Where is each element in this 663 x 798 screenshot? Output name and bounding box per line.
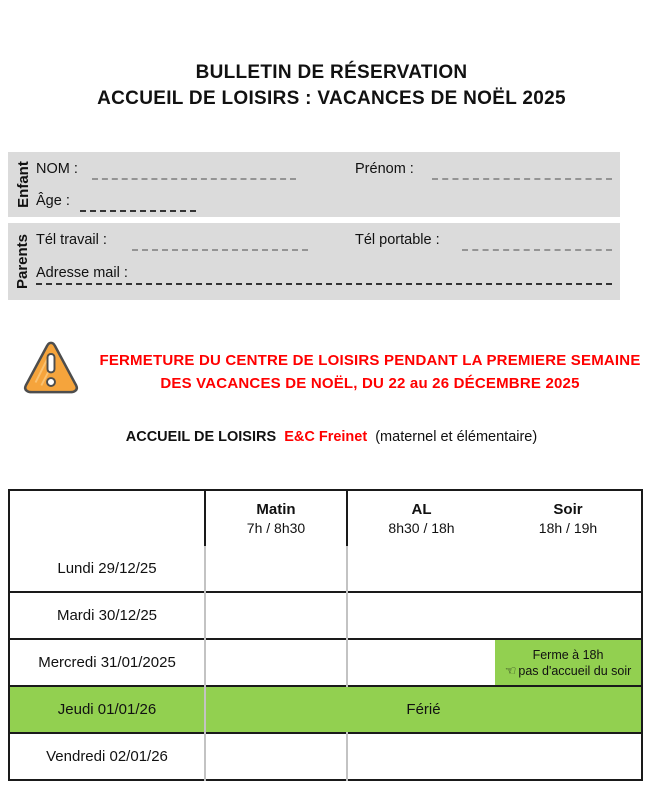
soir-label: Soir (553, 501, 583, 518)
al-checkbox-cell (347, 546, 495, 592)
tel-travail-fill-line (132, 249, 308, 251)
nom-fill-line (92, 178, 296, 180)
al-label: AL (411, 501, 432, 518)
matin-checkbox-cell (205, 639, 347, 686)
parents-info-box (8, 223, 620, 300)
ferie-merged-cell: Férié (205, 686, 642, 733)
table-row-vendredi (9, 733, 642, 780)
age-fill-line (80, 210, 196, 212)
parents-group-label-wrap (10, 223, 36, 300)
page-title (0, 60, 663, 112)
center-subtitle (0, 429, 663, 445)
day-cell: Lundi 29/12/25 (9, 546, 205, 592)
closure-warning-line-1: FERMETURE DU CENTRE DE LOISIRS PENDANT LA PREMIERE SEMAINE (99, 352, 641, 369)
header-matin-cell (205, 490, 347, 546)
soir-closed-note-cell (495, 639, 642, 686)
child-info-box (8, 152, 620, 217)
tel-travail-label: Tél travail : (36, 232, 107, 248)
warning-triangle-icon (22, 337, 80, 399)
day-cell: Mercredi 31/01/2025 (9, 639, 205, 686)
matin-checkbox-cell (205, 592, 347, 639)
pointing-hand-icon: ☜ (504, 662, 517, 678)
note-line-2-text: pas d'accueil du soir (518, 663, 632, 678)
child-group-label: Enfant (14, 161, 32, 208)
closure-warning-text (86, 349, 654, 395)
reservation-table (8, 489, 643, 781)
closure-warning-line-2: DES VACANCES DE NOËL, DU 22 au 26 DÉCEMBRE 2025 (160, 375, 580, 392)
tel-portable-label: Tél portable : (355, 232, 440, 248)
parents-group-label: Parents (14, 233, 32, 290)
header-al-cell (347, 490, 495, 546)
table-header-row (9, 490, 642, 546)
soir-checkbox-cell (495, 546, 642, 592)
matin-checkbox-cell (205, 546, 347, 592)
age-label: Âge : (36, 193, 70, 209)
tel-portable-fill-line (462, 249, 612, 251)
day-cell: Mardi 30/12/25 (9, 592, 205, 639)
day-cell: Jeudi 01/01/26 (9, 686, 205, 733)
child-group-label-wrap (10, 152, 36, 217)
table-row-mercredi (9, 639, 642, 686)
table-row-mardi (9, 592, 642, 639)
soir-checkbox-cell (495, 592, 642, 639)
nom-label: NOM : (36, 161, 78, 177)
soir-hours: 18h / 19h (538, 520, 598, 536)
table-row-lundi (9, 546, 642, 592)
al-checkbox-cell (347, 733, 495, 780)
adresse-mail-fill-line (36, 283, 612, 285)
header-soir-cell (495, 490, 642, 546)
al-checkbox-cell (347, 592, 495, 639)
soir-checkbox-cell (495, 733, 642, 780)
day-cell: Vendredi 02/01/26 (9, 733, 205, 780)
al-hours: 8h30 / 18h (388, 520, 455, 536)
subtitle-prefix: ACCUEIL DE LOISIRS (125, 429, 277, 445)
subtitle-center-name: E&C Freinet (284, 429, 368, 445)
table-row-jeudi-ferie (9, 686, 642, 733)
matin-hours: 7h / 8h30 (246, 520, 306, 536)
al-checkbox-cell (347, 639, 495, 686)
note-line-1: Ferme à 18h (532, 647, 604, 662)
prenom-fill-line (432, 178, 612, 180)
title-line-2: ACCUEIL DE LOISIRS : VACANCES DE NOËL 2025 (97, 88, 566, 109)
header-day-cell (9, 490, 205, 546)
matin-checkbox-cell (205, 733, 347, 780)
matin-label: Matin (256, 501, 296, 518)
subtitle-suffix: (maternel et élémentaire) (375, 429, 538, 445)
adresse-mail-label: Adresse mail : (36, 265, 128, 281)
title-line-1: BULLETIN DE RÉSERVATION (195, 62, 468, 83)
prenom-label: Prénom : (355, 161, 414, 177)
note-line-2 (495, 663, 641, 679)
